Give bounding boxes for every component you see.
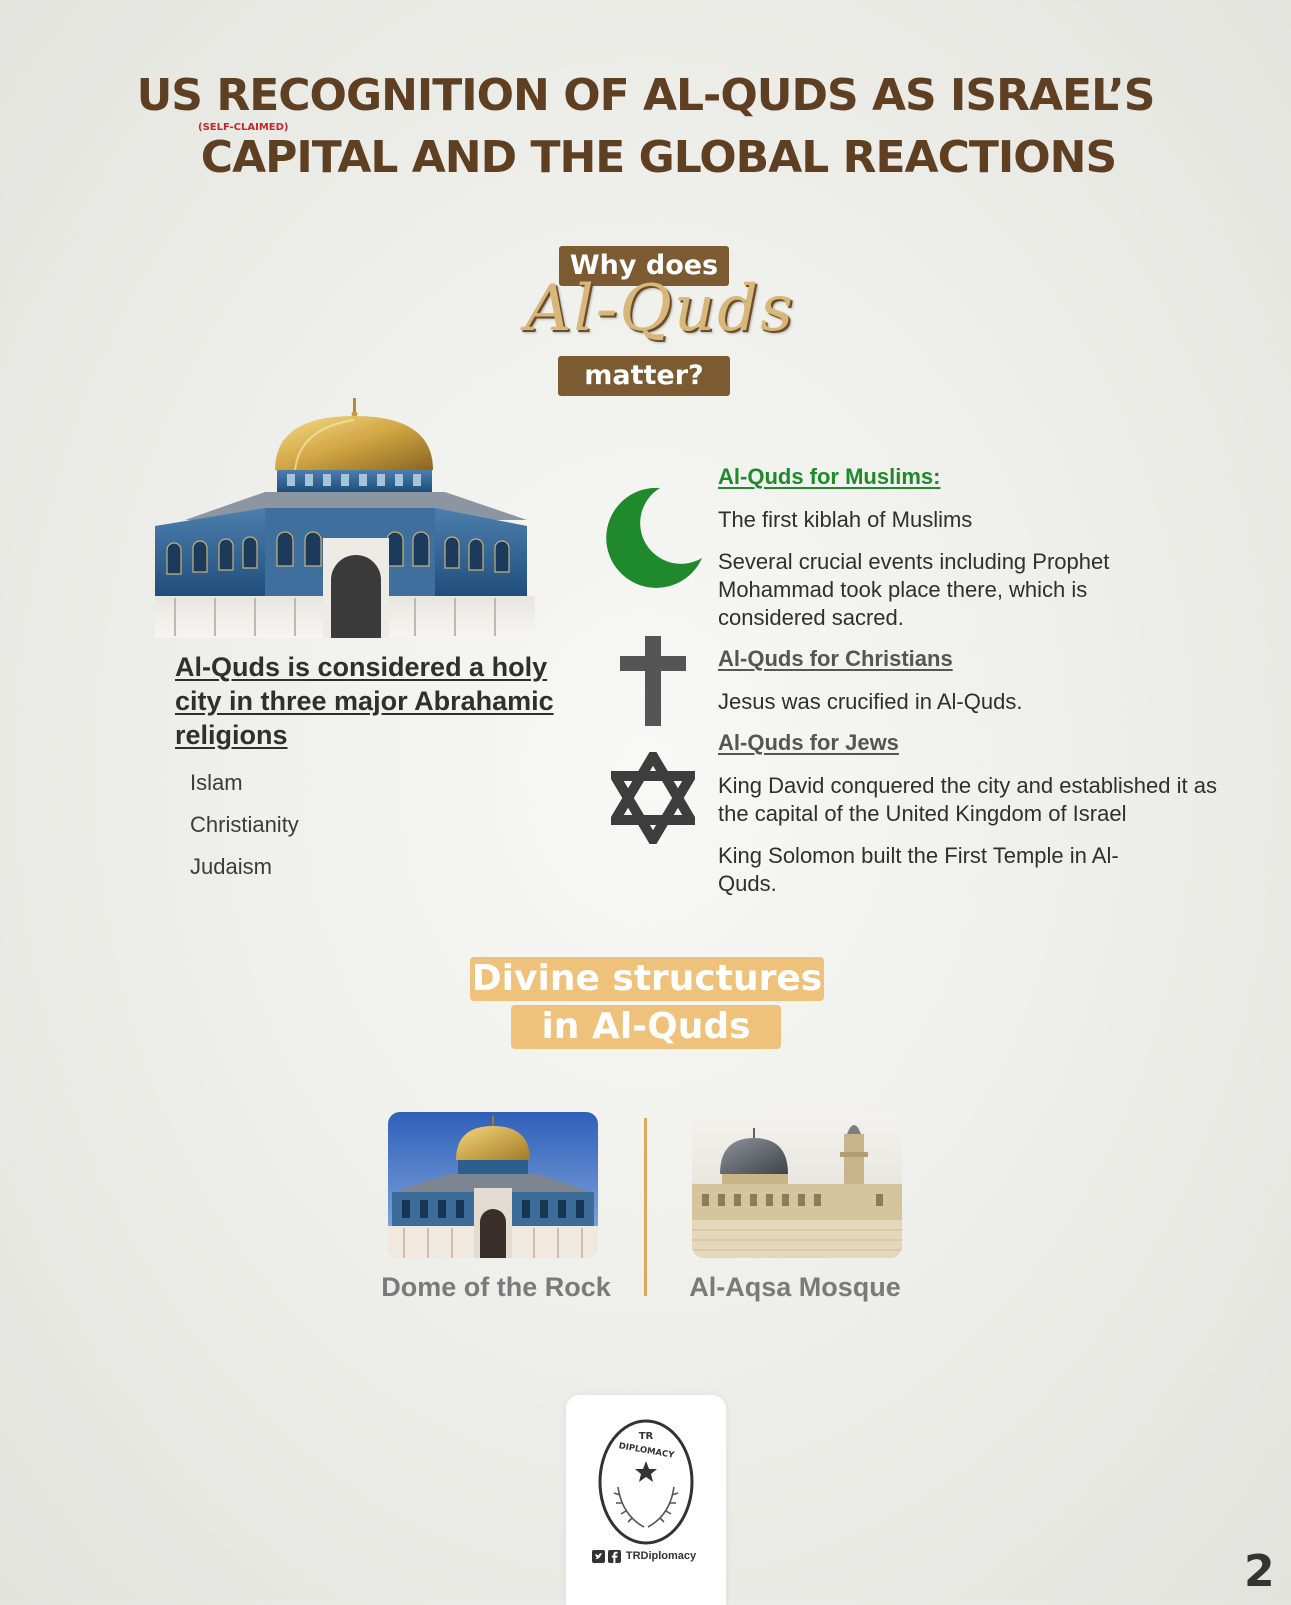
religion-christianity: Christianity xyxy=(190,812,299,837)
why-does-tag: Why does xyxy=(559,246,729,286)
dome-of-the-rock-photo xyxy=(388,1112,598,1258)
religion-judaism: Judaism xyxy=(190,854,272,879)
page-title-line2: CAPITAL AND THE GLOBAL REACTIONS xyxy=(200,132,1117,183)
crescent-icon xyxy=(600,484,706,590)
cross-icon xyxy=(620,636,686,726)
dome-of-the-rock-illustration xyxy=(155,398,535,638)
religion-islam: Islam xyxy=(190,770,243,795)
jews-point-1: King David conquered the city and established it as the capital of the United Kingdom of Israel xyxy=(718,773,1217,826)
title-qualifier: (SELF-CLAIMED) xyxy=(198,122,289,133)
page-number: 2 xyxy=(1244,1546,1275,1597)
christians-heading: Al-Quds for Christians xyxy=(718,646,953,671)
photo-divider xyxy=(644,1118,647,1296)
holy-city-heading: Al-Quds is considered a holy city in three major Abrahamic religions xyxy=(175,652,554,750)
page-title-line1: US RECOGNITION OF AL-QUDS AS ISRAEL’S xyxy=(136,70,1155,121)
divine-structures-tag-line2: in Al-Quds xyxy=(511,1005,781,1049)
jews-heading: Al-Quds for Jews xyxy=(718,730,899,755)
footer-logo-card xyxy=(566,1395,726,1605)
logo-name-text: DIPLOMACY xyxy=(617,1441,675,1461)
dome-of-the-rock-caption: Dome of the Rock xyxy=(381,1272,611,1302)
logo-tr-text: TR xyxy=(638,1431,654,1442)
al-quds-script-title: Al-Quds xyxy=(525,272,795,346)
divine-structures-tag-line1: Divine structures xyxy=(471,958,823,999)
social-handle: TRDiplomacy xyxy=(625,1550,697,1562)
jews-point-2: King Solomon built the First Temple in Al-Quds. xyxy=(718,843,1119,896)
al-aqsa-mosque-caption: Al-Aqsa Mosque xyxy=(689,1272,901,1302)
tr-diplomacy-logo xyxy=(596,1417,696,1547)
christians-point-1: Jesus was crucified in Al-Quds. xyxy=(718,689,1023,714)
al-aqsa-mosque-photo xyxy=(692,1112,902,1258)
muslims-point-1: The first kiblah of Muslims xyxy=(718,507,973,532)
matter-tag: matter? xyxy=(558,356,730,396)
muslims-heading: Al-Quds for Muslims: xyxy=(718,464,941,489)
star-of-david-icon xyxy=(611,752,695,844)
muslims-point-2: Several crucial events including Prophet Mohammad took place there, which is considered sacred. xyxy=(718,549,1110,630)
